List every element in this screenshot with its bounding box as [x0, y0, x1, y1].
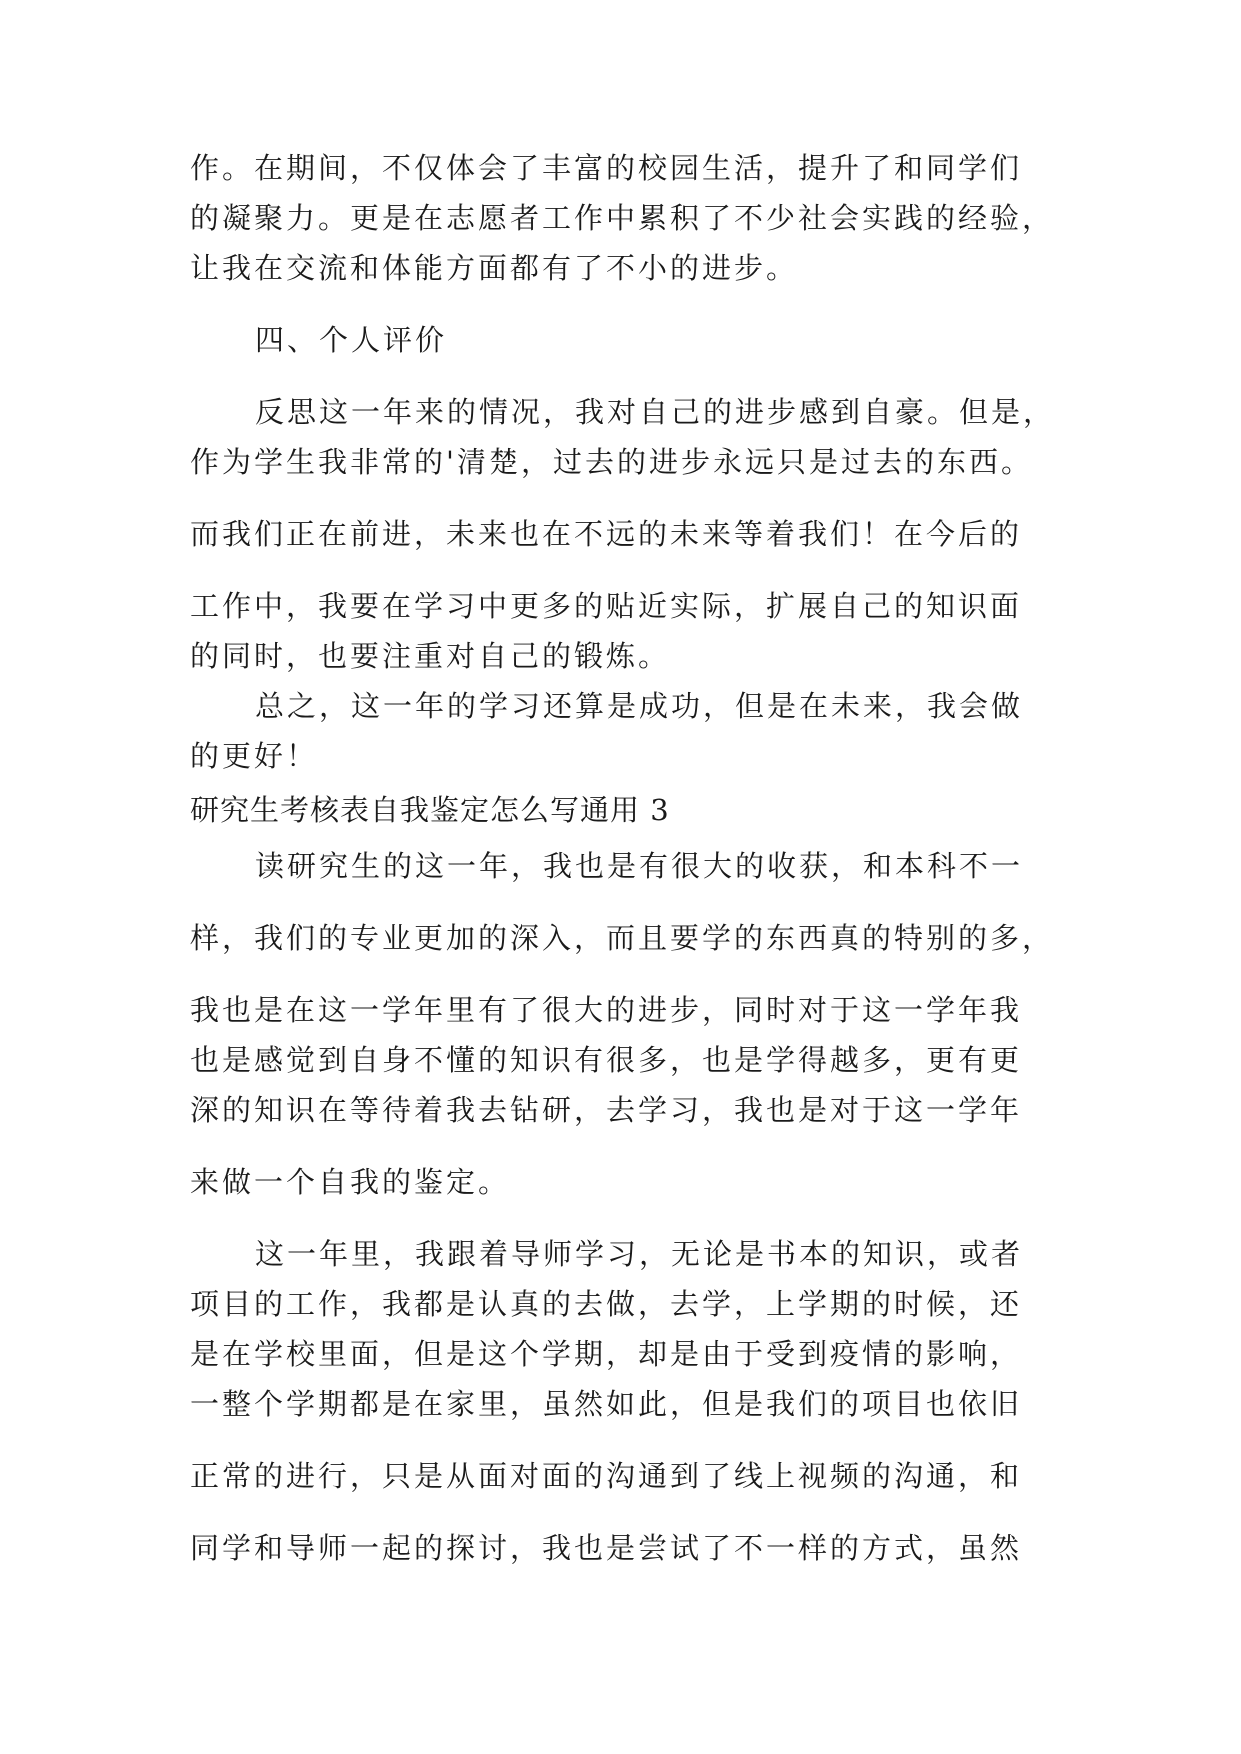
text-line: 正常的进行，只是从面对面的沟通到了线上视频的沟通，和 — [190, 1459, 1023, 1493]
text-line: 样，我们的专业更加的深入，而且要学的东西真的特别的多， — [190, 921, 1055, 955]
text-line: 总之，这一年的学习还算是成功，但是在未来，我会做 — [255, 689, 1024, 723]
text-line: 的更好！ — [190, 739, 319, 773]
text-line: 作为学生我非常的'清楚，过去的进步永远只是过去的东西。 — [190, 445, 1033, 479]
text-line: 这一年里，我跟着导师学习，无论是书本的知识，或者 — [255, 1237, 1024, 1271]
text-line: 反思这一年来的情况，我对自己的进步感到自豪。但是， — [255, 395, 1056, 429]
text-line: 的凝聚力。更是在志愿者工作中累积了不少社会实践的经验， — [190, 201, 1055, 235]
text-line: 深的知识在等待着我去钻研，去学习，我也是对于这一学年 — [190, 1093, 1023, 1127]
text-line: 作。在期间，不仅体会了丰富的校园生活，提升了和同学们 — [190, 151, 1023, 185]
document-title: 研究生考核表自我鉴定怎么写通用 3 — [190, 793, 670, 827]
text-line: 同学和导师一起的探讨，我也是尝试了不一样的方式，虽然 — [190, 1531, 1023, 1565]
text-line: 我也是在这一学年里有了很大的进步，同时对于这一学年我 — [190, 993, 1023, 1027]
text-line: 是在学校里面，但是这个学期，却是由于受到疫情的影响， — [190, 1337, 1023, 1371]
text-line: 让我在交流和体能方面都有了不小的进步。 — [190, 251, 799, 285]
text-line: 工作中，我要在学习中更多的贴近实际，扩展自己的知识面 — [190, 589, 1023, 623]
text-line: 的同时，也要注重对自己的锻炼。 — [190, 639, 671, 673]
text-line: 读研究生的这一年，我也是有很大的收获，和本科不一 — [255, 849, 1024, 883]
text-line: 项目的工作，我都是认真的去做，去学，上学期的时候，还 — [190, 1287, 1023, 1321]
text-line: 一整个学期都是在家里，虽然如此，但是我们的项目也依旧 — [190, 1387, 1023, 1421]
text-line: 来做一个自我的鉴定。 — [190, 1165, 511, 1199]
text-line: 也是感觉到自身不懂的知识有很多，也是学得越多，更有更 — [190, 1043, 1023, 1077]
section-heading: 四、个人评价 — [255, 323, 448, 357]
text-line: 而我们正在前进，未来也在不远的未来等着我们！在今后的 — [190, 517, 1023, 551]
